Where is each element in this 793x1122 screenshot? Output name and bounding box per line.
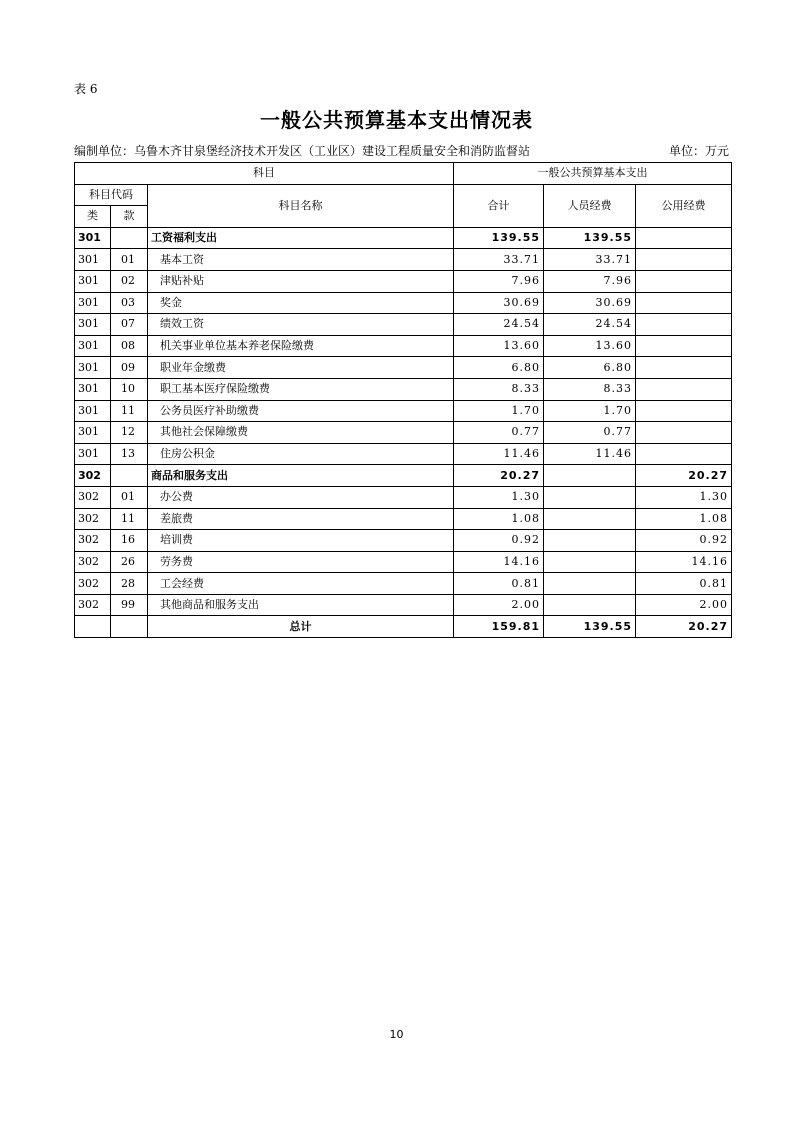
total-label: 总计 — [148, 616, 454, 638]
cell-lei: 301 — [75, 292, 111, 314]
cell-total: 139.55 — [454, 227, 544, 249]
cell-name: 劳务费 — [148, 551, 454, 573]
cell-total: 24.54 — [454, 314, 544, 336]
cell-lei: 301 — [75, 227, 111, 249]
page-number: 10 — [389, 1028, 404, 1041]
cell-name: 绩效工资 — [148, 314, 454, 336]
cell-kuan: 12 — [111, 422, 148, 444]
cell-kuan: 08 — [111, 335, 148, 357]
cell-lei: 301 — [75, 270, 111, 292]
table-row — [75, 400, 732, 422]
cell-public: 14.16 — [636, 551, 732, 573]
cell-public: 0.81 — [636, 573, 732, 595]
cell-public: 20.27 — [636, 465, 732, 487]
organization: 编制单位：乌鲁木齐甘泉堡经济技术开发区（工业区）建设工程质量安全和消防监督站 — [74, 144, 531, 158]
page-title: 一般公共预算基本支出情况表 — [260, 108, 533, 132]
cell-public — [636, 443, 732, 465]
table-row — [75, 530, 732, 552]
cell-personnel: 33.71 — [544, 249, 636, 271]
cell-lei: 302 — [75, 594, 111, 616]
cell-name: 奖金 — [148, 292, 454, 314]
cell-total: 0.77 — [454, 422, 544, 444]
cell-lei: 302 — [75, 530, 111, 552]
cell-personnel — [544, 465, 636, 487]
cell-empty — [111, 616, 148, 638]
cell-name: 职工基本医疗保险缴费 — [148, 378, 454, 400]
table-row — [75, 465, 732, 487]
table-row — [75, 486, 732, 508]
cell-lei: 301 — [75, 357, 111, 379]
cell-kuan: 26 — [111, 551, 148, 573]
cell-public — [636, 422, 732, 444]
cell-name: 住房公积金 — [148, 443, 454, 465]
cell-public — [636, 227, 732, 249]
cell-public — [636, 357, 732, 379]
header-row-2 — [75, 184, 732, 206]
total-sum: 159.81 — [454, 616, 544, 638]
cell-public — [636, 292, 732, 314]
cell-lei: 301 — [75, 378, 111, 400]
cell-personnel: 1.70 — [544, 400, 636, 422]
cell-name: 培训费 — [148, 530, 454, 552]
cell-personnel: 8.33 — [544, 378, 636, 400]
cell-total: 6.80 — [454, 357, 544, 379]
cell-personnel: 30.69 — [544, 292, 636, 314]
cell-empty — [75, 616, 111, 638]
table-row — [75, 422, 732, 444]
cell-kuan — [111, 465, 148, 487]
cell-total: 0.92 — [454, 530, 544, 552]
cell-name: 津贴补贴 — [148, 270, 454, 292]
table-row — [75, 378, 732, 400]
header-basic-expense: 一般公共预算基本支出 — [454, 163, 732, 185]
cell-lei: 301 — [75, 422, 111, 444]
cell-personnel — [544, 530, 636, 552]
cell-public — [636, 270, 732, 292]
cell-personnel: 0.77 — [544, 422, 636, 444]
table-label: 表 6 — [74, 82, 98, 96]
header-subject-name: 科目名称 — [148, 184, 454, 227]
cell-name: 商品和服务支出 — [148, 465, 454, 487]
cell-personnel: 11.46 — [544, 443, 636, 465]
cell-personnel: 139.55 — [544, 227, 636, 249]
cell-personnel — [544, 594, 636, 616]
table-row — [75, 594, 732, 616]
cell-kuan: 07 — [111, 314, 148, 336]
cell-kuan: 13 — [111, 443, 148, 465]
cell-personnel: 13.60 — [544, 335, 636, 357]
table-row — [75, 249, 732, 271]
cell-name: 公务员医疗补助缴费 — [148, 400, 454, 422]
header-personnel: 人员经费 — [544, 184, 636, 227]
cell-lei: 301 — [75, 400, 111, 422]
cell-name: 工会经费 — [148, 573, 454, 595]
cell-lei: 302 — [75, 486, 111, 508]
cell-kuan: 01 — [111, 486, 148, 508]
cell-personnel — [544, 551, 636, 573]
table-row — [75, 227, 732, 249]
header-kuan: 款 — [111, 206, 148, 228]
header-subject-code: 科目代码 — [75, 184, 148, 206]
table-row — [75, 270, 732, 292]
cell-kuan: 99 — [111, 594, 148, 616]
cell-name: 工资福利支出 — [148, 227, 454, 249]
cell-kuan: 11 — [111, 508, 148, 530]
cell-lei: 301 — [75, 314, 111, 336]
cell-kuan: 02 — [111, 270, 148, 292]
cell-lei: 302 — [75, 465, 111, 487]
cell-public: 0.92 — [636, 530, 732, 552]
cell-lei: 302 — [75, 573, 111, 595]
cell-name: 基本工资 — [148, 249, 454, 271]
cell-total: 7.96 — [454, 270, 544, 292]
cell-personnel — [544, 508, 636, 530]
total-row — [75, 616, 732, 638]
cell-lei: 301 — [75, 443, 111, 465]
cell-lei: 301 — [75, 335, 111, 357]
cell-public: 1.08 — [636, 508, 732, 530]
cell-total: 1.08 — [454, 508, 544, 530]
cell-kuan — [111, 227, 148, 249]
cell-personnel: 7.96 — [544, 270, 636, 292]
cell-personnel: 24.54 — [544, 314, 636, 336]
table-row — [75, 314, 732, 336]
total-public: 20.27 — [636, 616, 732, 638]
cell-total: 0.81 — [454, 573, 544, 595]
cell-lei: 302 — [75, 551, 111, 573]
cell-total: 33.71 — [454, 249, 544, 271]
header-total: 合计 — [454, 184, 544, 227]
total-personnel: 139.55 — [544, 616, 636, 638]
table-row — [75, 573, 732, 595]
table-row — [75, 443, 732, 465]
cell-kuan: 11 — [111, 400, 148, 422]
expenditure-table — [74, 162, 732, 638]
cell-kuan: 16 — [111, 530, 148, 552]
cell-public — [636, 314, 732, 336]
cell-total: 2.00 — [454, 594, 544, 616]
cell-total: 8.33 — [454, 378, 544, 400]
cell-public — [636, 249, 732, 271]
cell-public: 2.00 — [636, 594, 732, 616]
table-row — [75, 508, 732, 530]
table-row — [75, 357, 732, 379]
cell-total: 1.30 — [454, 486, 544, 508]
cell-public — [636, 378, 732, 400]
cell-kuan: 09 — [111, 357, 148, 379]
cell-total: 30.69 — [454, 292, 544, 314]
table-row — [75, 335, 732, 357]
cell-name: 职业年金缴费 — [148, 357, 454, 379]
cell-public — [636, 400, 732, 422]
cell-total: 14.16 — [454, 551, 544, 573]
cell-total: 1.70 — [454, 400, 544, 422]
unit-label: 单位：万元 — [668, 144, 729, 158]
cell-kuan: 28 — [111, 573, 148, 595]
cell-total: 11.46 — [454, 443, 544, 465]
table-row — [75, 292, 732, 314]
cell-kuan: 01 — [111, 249, 148, 271]
cell-lei: 302 — [75, 508, 111, 530]
cell-personnel: 6.80 — [544, 357, 636, 379]
cell-name: 机关事业单位基本养老保险缴费 — [148, 335, 454, 357]
cell-personnel — [544, 573, 636, 595]
cell-name: 差旅费 — [148, 508, 454, 530]
cell-total: 13.60 — [454, 335, 544, 357]
cell-name: 其他社会保障缴费 — [148, 422, 454, 444]
table-row — [75, 551, 732, 573]
header-lei: 类 — [75, 206, 111, 228]
cell-public — [636, 335, 732, 357]
header-public: 公用经费 — [636, 184, 732, 227]
cell-total: 20.27 — [454, 465, 544, 487]
cell-name: 办公费 — [148, 486, 454, 508]
header-row-1 — [75, 163, 732, 185]
header-subject: 科目 — [75, 163, 454, 185]
cell-kuan: 10 — [111, 378, 148, 400]
cell-lei: 301 — [75, 249, 111, 271]
cell-kuan: 03 — [111, 292, 148, 314]
cell-public: 1.30 — [636, 486, 732, 508]
cell-name: 其他商品和服务支出 — [148, 594, 454, 616]
cell-personnel — [544, 486, 636, 508]
